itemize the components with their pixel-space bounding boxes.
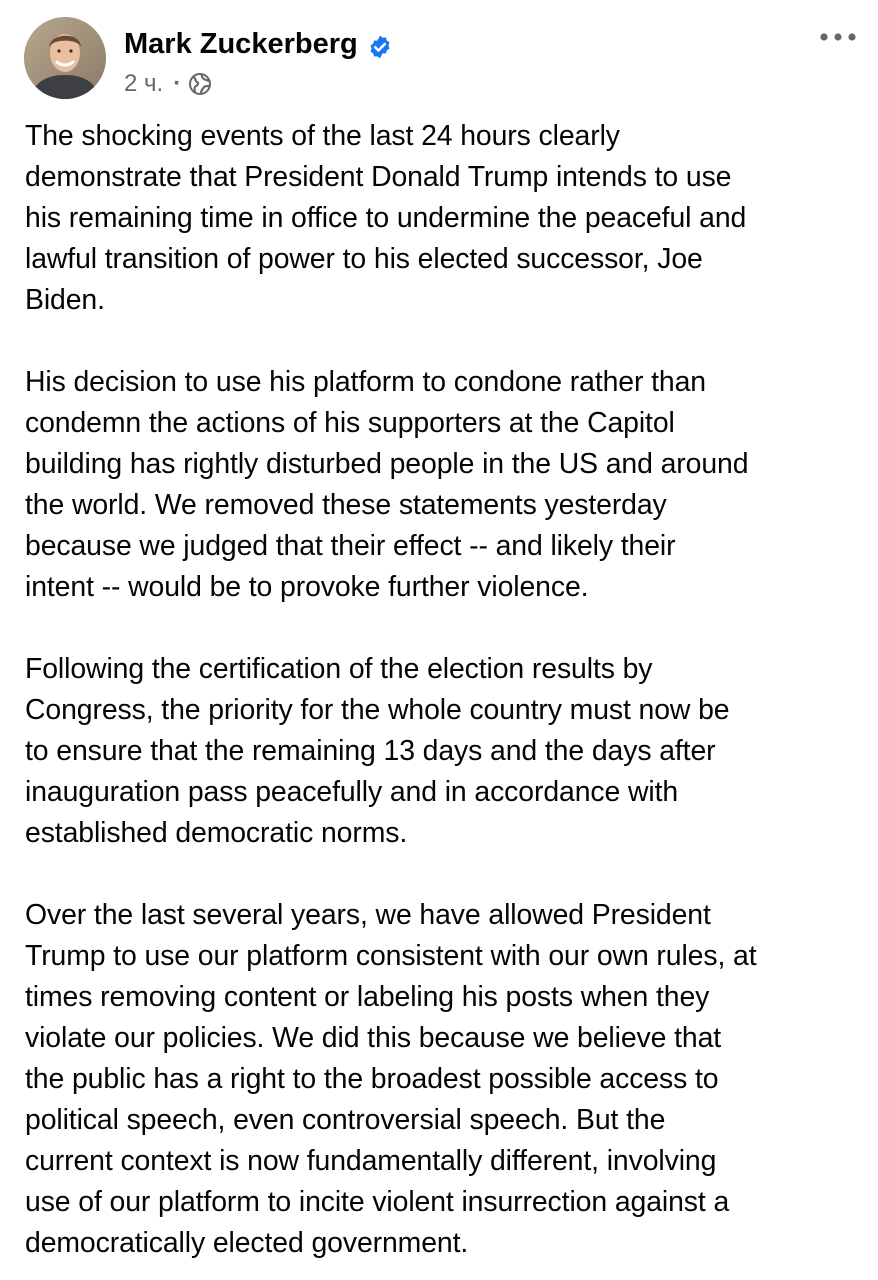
text-line: the world. We removed these statements yesterday	[25, 489, 667, 521]
text-line: lawful transition of power to his elected successor, Joe	[25, 243, 703, 275]
post-paragraph-4	[25, 895, 865, 1264]
avatar-photo	[24, 17, 106, 99]
text-line: Following the certification of the election results by	[25, 653, 653, 685]
text-line: condemn the actions of his supporters at the Capitol	[25, 407, 675, 439]
text-line: demonstrate that President Donald Trump intends to use	[25, 161, 732, 193]
more-options-button[interactable]	[816, 24, 860, 50]
post-paragraph-2	[25, 362, 865, 608]
text-line: established democratic norms.	[25, 817, 408, 849]
post-body	[25, 116, 865, 1264]
text-line: Over the last several years, we have allowed President	[25, 899, 711, 931]
post-timestamp[interactable]: 2 ч.	[124, 70, 164, 97]
text-line: to ensure that the remaining 13 days and the days after	[25, 735, 716, 767]
author-name-text[interactable]: Mark Zuckerberg	[124, 28, 358, 60]
text-line: Congress, the priority for the whole country must now be	[25, 694, 730, 726]
text-line: Trump to use our platform consistent with our own rules, at	[25, 940, 757, 972]
text-line: The shocking events of the last 24 hours clearly	[25, 120, 620, 152]
text-line: the public has a right to the broadest possible access to	[25, 1063, 719, 1095]
post-paragraph-3	[25, 649, 865, 854]
post-header	[0, 0, 878, 112]
more-options-icon	[816, 24, 860, 50]
text-line: inauguration pass peacefully and in accordance with	[25, 776, 679, 808]
text-line: democratically elected government.	[25, 1227, 469, 1259]
post-paragraph-1	[25, 116, 865, 321]
text-line: His decision to use his platform to condone rather than	[25, 366, 706, 398]
text-line: building has rightly disturbed people in the US and around	[25, 448, 749, 480]
text-line: political speech, even controversial speech. But the	[25, 1104, 666, 1136]
text-line: his remaining time in office to undermine the peaceful and	[25, 202, 747, 234]
post-meta	[124, 68, 212, 100]
globe-icon[interactable]	[188, 72, 212, 96]
text-line: because we judged that their effect -- and likely their	[25, 530, 676, 562]
avatar[interactable]	[24, 17, 106, 99]
text-line: Biden.	[25, 284, 105, 316]
author-name[interactable]	[124, 24, 393, 64]
text-line: intent -- would be to provoke further violence.	[25, 571, 589, 603]
text-line: current context is now fundamentally different, involving	[25, 1145, 717, 1177]
verified-badge-icon	[367, 31, 393, 57]
meta-separator: ·	[173, 70, 182, 97]
text-line: times removing content or labeling his posts when they	[25, 981, 710, 1013]
text-line: use of our platform to incite violent insurrection against a	[25, 1186, 730, 1218]
text-line: violate our policies. We did this because we believe that	[25, 1022, 722, 1054]
